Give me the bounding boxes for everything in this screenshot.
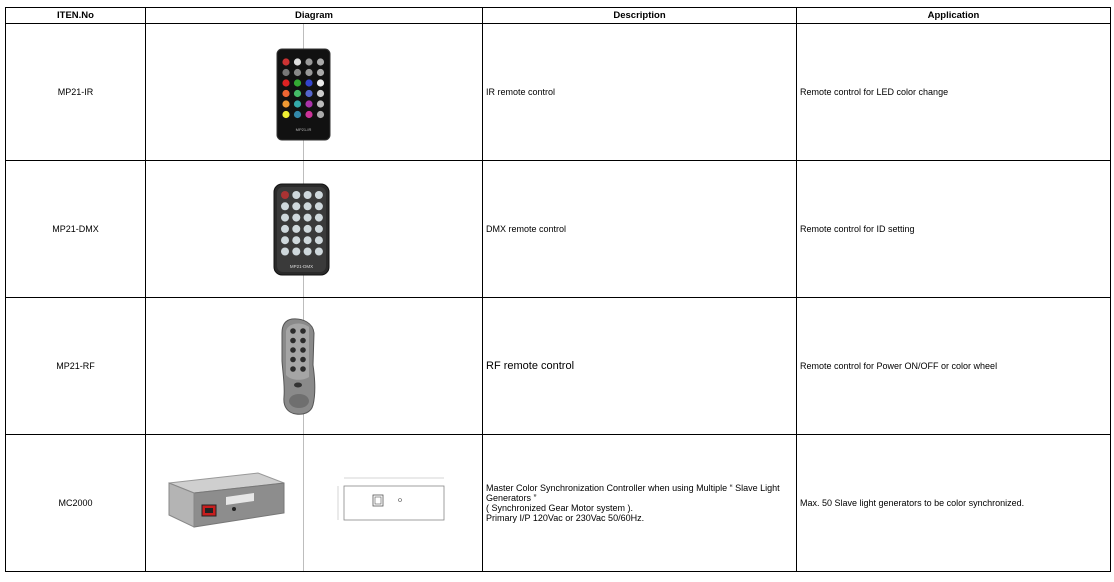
- ir-remote-image: [276, 48, 332, 142]
- remote-model-label: MP21-IR: [295, 127, 312, 132]
- description-line: Primary I/P 120Vac or 230Vac 50/60Hz.: [486, 513, 645, 523]
- remote-button-icon: [294, 79, 301, 86]
- remote-button-icon: [304, 202, 312, 210]
- remote-button-icon: [304, 236, 312, 244]
- remote-button-icon: [290, 347, 296, 353]
- dmx-remote-image: [273, 183, 331, 277]
- remote-button-icon: [281, 236, 289, 244]
- remote-button-icon: [282, 58, 289, 65]
- table-row: [6, 435, 1111, 572]
- remote-button-icon: [290, 357, 296, 363]
- remote-button-icon: [292, 248, 300, 256]
- remote-button-icon: [300, 366, 306, 372]
- remote-button-icon: [305, 100, 312, 107]
- remote-button-icon: [315, 248, 323, 256]
- header-row: [6, 8, 1111, 24]
- remote-button-icon: [300, 347, 306, 353]
- item-no-cell: MC2000: [6, 435, 146, 572]
- controller-box-image: [166, 471, 288, 531]
- remote-button-icon: [300, 357, 306, 363]
- remote-button-icon: [281, 225, 289, 233]
- remote-button-icon: [292, 214, 300, 222]
- remote-button-icon: [281, 191, 289, 199]
- remote-button-icon: [282, 69, 289, 76]
- remote-button-icon: [294, 69, 301, 76]
- remote-button-icon: [317, 79, 324, 86]
- table-row: [6, 24, 1111, 161]
- divider-line: [303, 435, 304, 571]
- remote-button-icon: [290, 338, 296, 344]
- diagram-cell: [146, 24, 483, 161]
- description-cell: RF remote control: [483, 298, 797, 435]
- remote-button-icon: [317, 111, 324, 118]
- remote-button-icon: [300, 338, 306, 344]
- description-line: ( Synchronized Gear Motor system ).: [486, 503, 634, 513]
- header-item-no: ITEN.No: [6, 8, 146, 24]
- remote-button-icon: [315, 225, 323, 233]
- description-cell: [483, 435, 797, 572]
- remote-button-icon: [315, 191, 323, 199]
- description-cell: DMX remote control: [483, 161, 797, 298]
- diagram-cell: [146, 435, 483, 572]
- remote-button-icon: [304, 191, 312, 199]
- remote-button-icon: [281, 214, 289, 222]
- remote-button-icon: [300, 328, 306, 334]
- remote-button-icon: [304, 225, 312, 233]
- remote-button-icon: [317, 58, 324, 65]
- remote-button-icon: [281, 248, 289, 256]
- remote-button-icon: [305, 79, 312, 86]
- remote-button-icon: [290, 328, 296, 334]
- header-description: Description: [483, 8, 797, 24]
- remote-button-icon: [317, 90, 324, 97]
- table-row: [6, 161, 1111, 298]
- remote-button-icon: [292, 225, 300, 233]
- remote-button-icon: [315, 236, 323, 244]
- remote-button-icon: [315, 214, 323, 222]
- remote-button-icon: [281, 202, 289, 210]
- remote-button-icon: [294, 100, 301, 107]
- remote-button-icon: [305, 111, 312, 118]
- remote-button-icon: [282, 79, 289, 86]
- description-cell: IR remote control: [483, 24, 797, 161]
- header-application: Application: [797, 8, 1111, 24]
- remote-model-label: MP21-DMX: [289, 264, 314, 269]
- application-cell: Remote control for Power ON/OFF or color wheel: [797, 298, 1111, 435]
- product-table: [5, 7, 1111, 572]
- remote-button-icon: [292, 236, 300, 244]
- controller-drawing-image: [324, 476, 449, 526]
- description-line: Master Color Synchronization Controller when using Multiple “ Slave Light: [486, 483, 780, 493]
- application-cell: Max. 50 Slave light generators to be color synchronized.: [797, 435, 1111, 572]
- remote-button-icon: [315, 202, 323, 210]
- item-no-cell: MP21-DMX: [6, 161, 146, 298]
- remote-button-icon: [294, 58, 301, 65]
- application-cell: Remote control for LED color change: [797, 24, 1111, 161]
- diagram-cell: [146, 298, 483, 435]
- remote-button-icon: [305, 69, 312, 76]
- remote-button-icon: [317, 100, 324, 107]
- header-diagram: Diagram: [146, 8, 483, 24]
- diagram-cell: [146, 161, 483, 298]
- remote-button-icon: [282, 90, 289, 97]
- remote-button-icon: [292, 191, 300, 199]
- remote-button-icon: [305, 58, 312, 65]
- remote-button-icon: [294, 90, 301, 97]
- application-cell: Remote control for ID setting: [797, 161, 1111, 298]
- remote-button-icon: [304, 214, 312, 222]
- remote-button-icon: [305, 90, 312, 97]
- remote-button-icon: [290, 366, 296, 372]
- table-row: [6, 298, 1111, 435]
- item-no-cell: MP21-IR: [6, 24, 146, 161]
- item-no-cell: MP21-RF: [6, 298, 146, 435]
- remote-button-icon: [282, 100, 289, 107]
- remote-button-icon: [282, 111, 289, 118]
- rf-remote-image: [279, 317, 319, 417]
- remote-button-icon: [294, 111, 301, 118]
- description-line: Generators ”: [486, 493, 537, 503]
- remote-button-icon: [292, 202, 300, 210]
- remote-button-icon: [304, 248, 312, 256]
- remote-button-icon: [317, 69, 324, 76]
